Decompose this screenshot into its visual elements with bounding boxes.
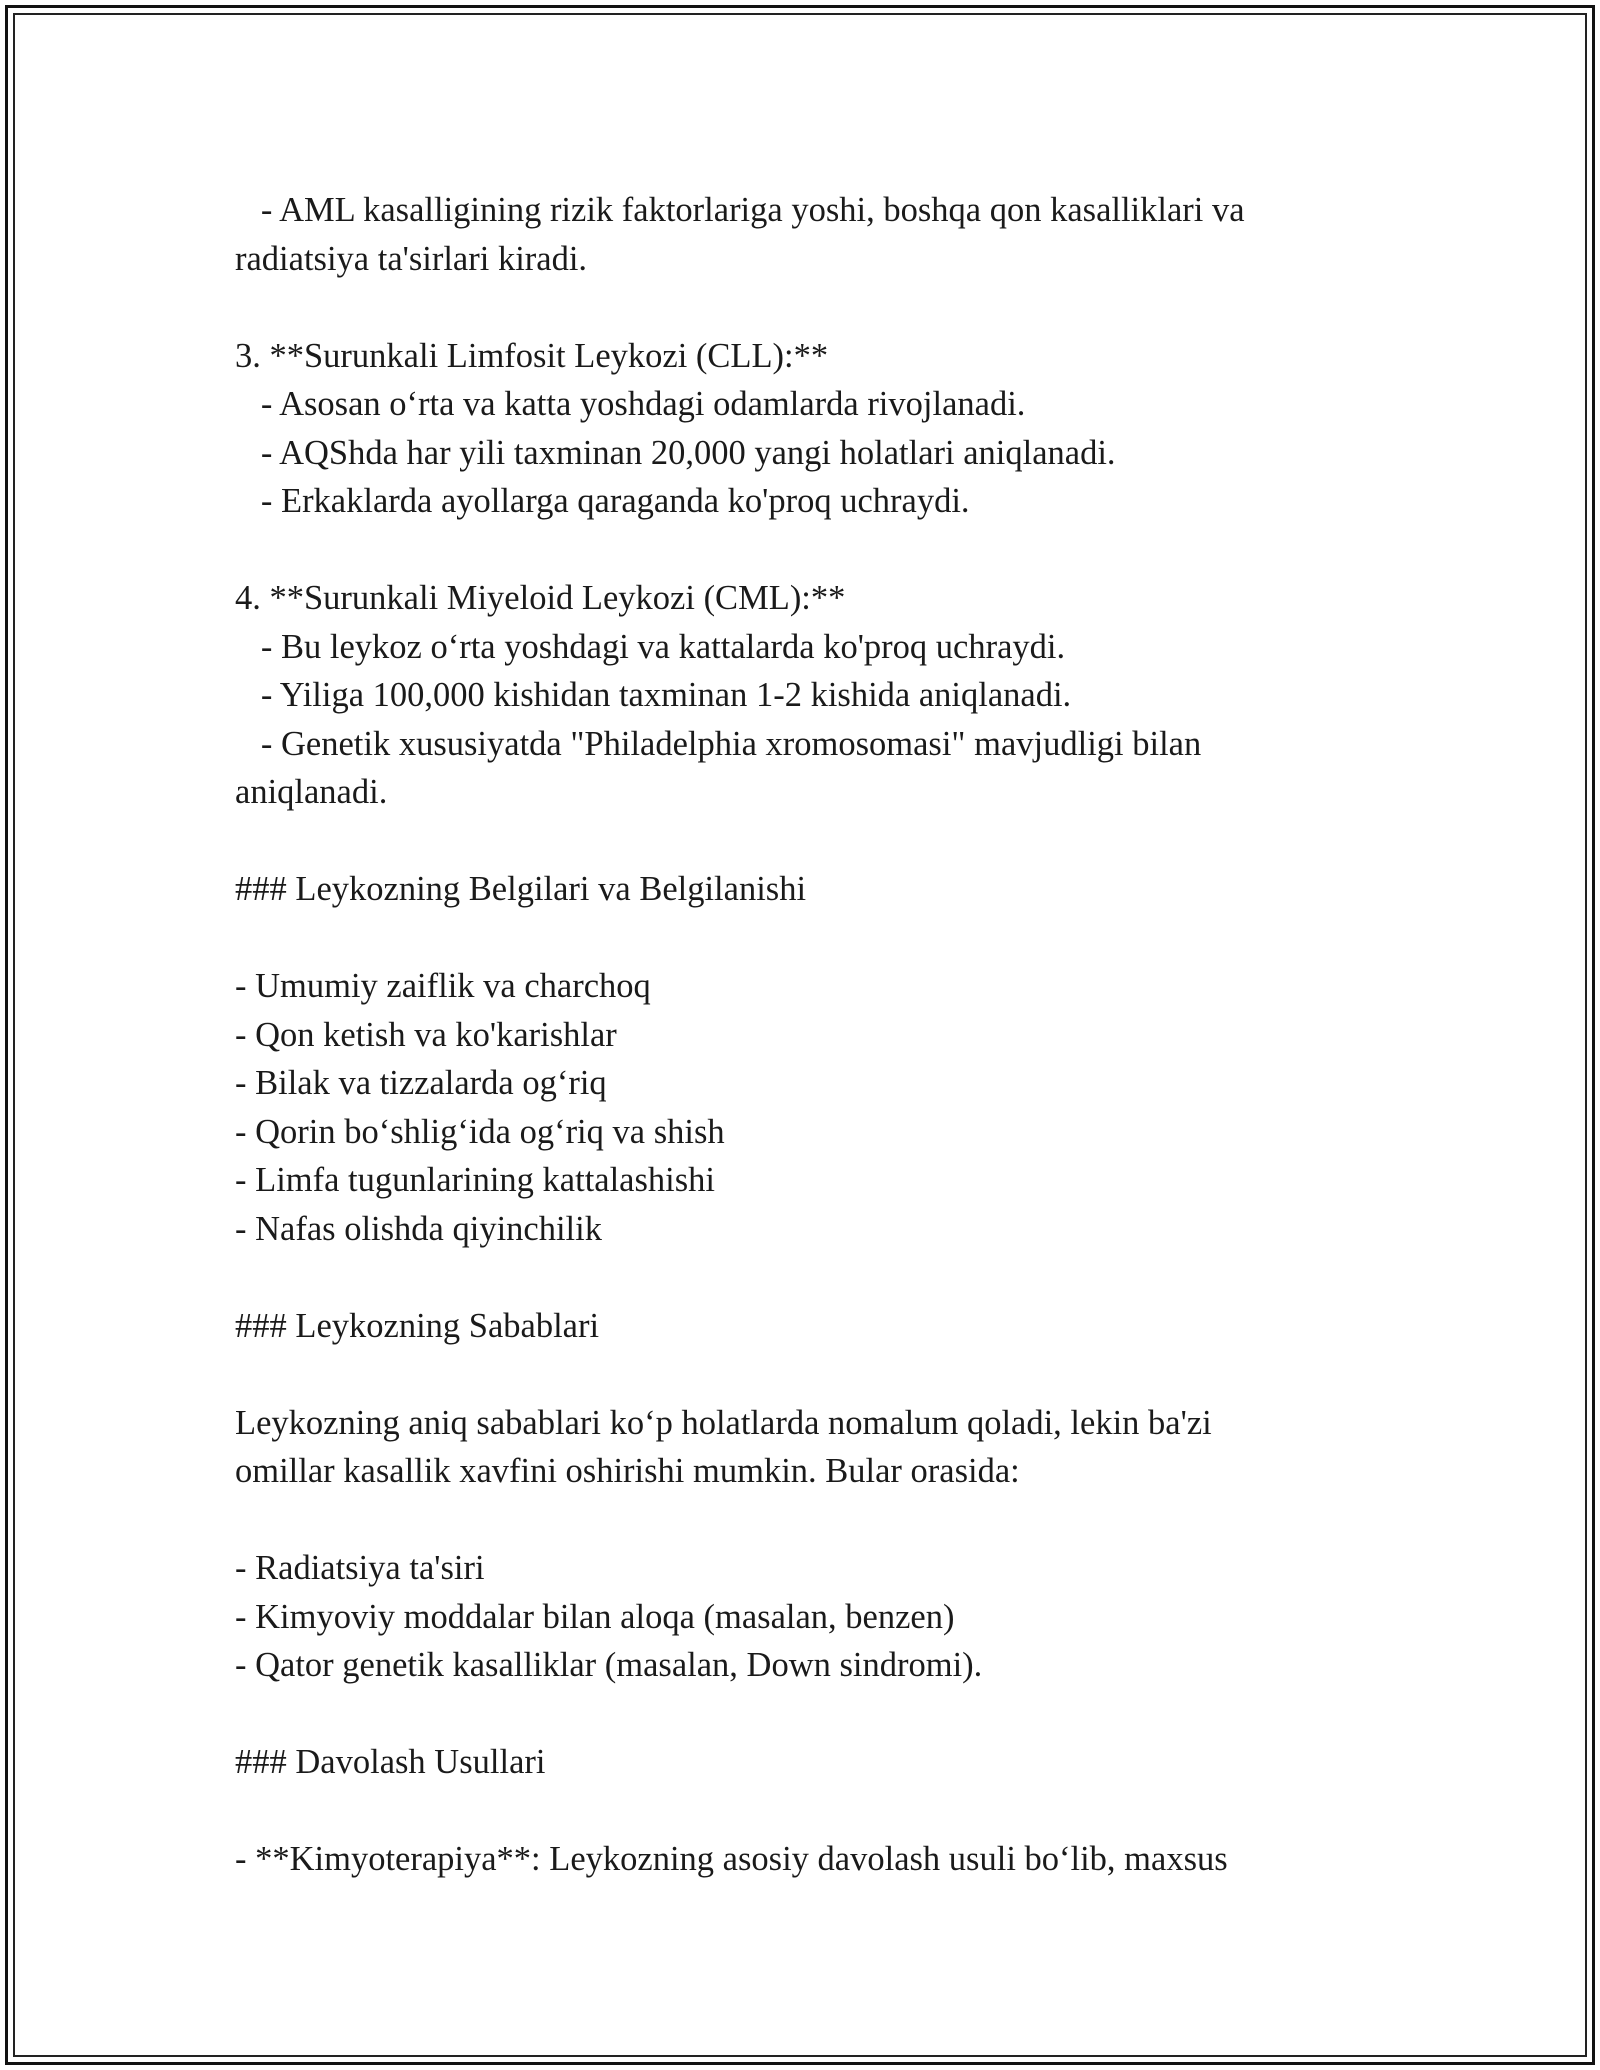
- bullet-item: - **Kimyoterapiya**: Leykozning asosiy davolash usuli bo‘lib, maxsus: [235, 1840, 1228, 1878]
- bullet-item: - Genetik xususiyatda "Philadelphia xromosomasi" mavjudligi bilan: [235, 724, 1202, 763]
- blank-line: [235, 1787, 1435, 1836]
- numbered-item-heading: 3. **Surunkali Limfosit Leykozi (CLL):**: [235, 336, 829, 375]
- bullet-item: - Qorin bo‘shlig‘ida og‘riq va shish: [235, 1112, 725, 1151]
- blank-line: [235, 1350, 1435, 1399]
- bullet-item: - Kimyoviy moddalar bilan aloqa (masalan, benzen): [235, 1597, 955, 1636]
- blank-line: [235, 1496, 1435, 1545]
- text-line: omillar kasallik xavfini oshirishi mumkin. Bular orasida:: [235, 1452, 1020, 1490]
- numbered-item-heading: 4. **Surunkali Miyeloid Leykozi (CML):**: [235, 579, 846, 617]
- bullet-item: - Nafas olishda qiyinchilik: [235, 1209, 602, 1248]
- blank-line: [235, 817, 1435, 866]
- bullet-item: - Radiatsiya ta'siri: [235, 1549, 485, 1587]
- bullet-item: - Erkaklarda ayollarga qaraganda ko'proq uchraydi.: [235, 482, 970, 520]
- blank-line: [235, 914, 1435, 963]
- bullet-item: - Bilak va tizzalarda og‘riq: [235, 1064, 607, 1102]
- bullet-item: - Asosan o‘rta va katta yoshdagi odamlarda rivojlanadi.: [235, 385, 1026, 423]
- bullet-item: - Umumiy zaiflik va charchoq: [235, 967, 651, 1005]
- bullet-item: - AML kasalligining rizik faktorlariga yoshi, boshqa qon kasalliklari va: [235, 191, 1245, 229]
- bullet-item: - Limfa tugunlarining kattalashishi: [235, 1161, 716, 1199]
- blank-line: [235, 1690, 1435, 1739]
- bullet-item: - Bu leykoz o‘rta yoshdagi va kattalarda ko'proq uchraydi.: [235, 627, 1066, 666]
- section-heading: ### Davolash Usullari: [235, 1743, 546, 1781]
- bullet-item: - Yiliga 100,000 kishidan taxminan 1-2 kishida aniqlanadi.: [235, 676, 1072, 714]
- text-line: aniqlanadi.: [235, 773, 388, 811]
- text-line: radiatsiya ta'sirlari kiradi.: [235, 239, 588, 278]
- bullet-item: - Qator genetik kasalliklar (masalan, Down sindromi).: [235, 1646, 983, 1684]
- bullet-item: - Qon ketish va ko'karishlar: [235, 1015, 617, 1054]
- blank-line: [235, 526, 1435, 575]
- text-line: Leykozning aniq sabablari ko‘p holatlarda nomalum qoladi, lekin ba'zi: [235, 1403, 1212, 1442]
- section-heading: ### Leykozning Sabablari: [235, 1306, 600, 1345]
- section-heading: ### Leykozning Belgilari va Belgilanishi: [235, 870, 807, 908]
- blank-line: [235, 283, 1435, 332]
- document-body: [235, 186, 1435, 1884]
- bullet-item: - AQShda har yili taxminan 20,000 yangi holatlari aniqlanadi.: [235, 433, 1116, 472]
- blank-line: [235, 1253, 1435, 1302]
